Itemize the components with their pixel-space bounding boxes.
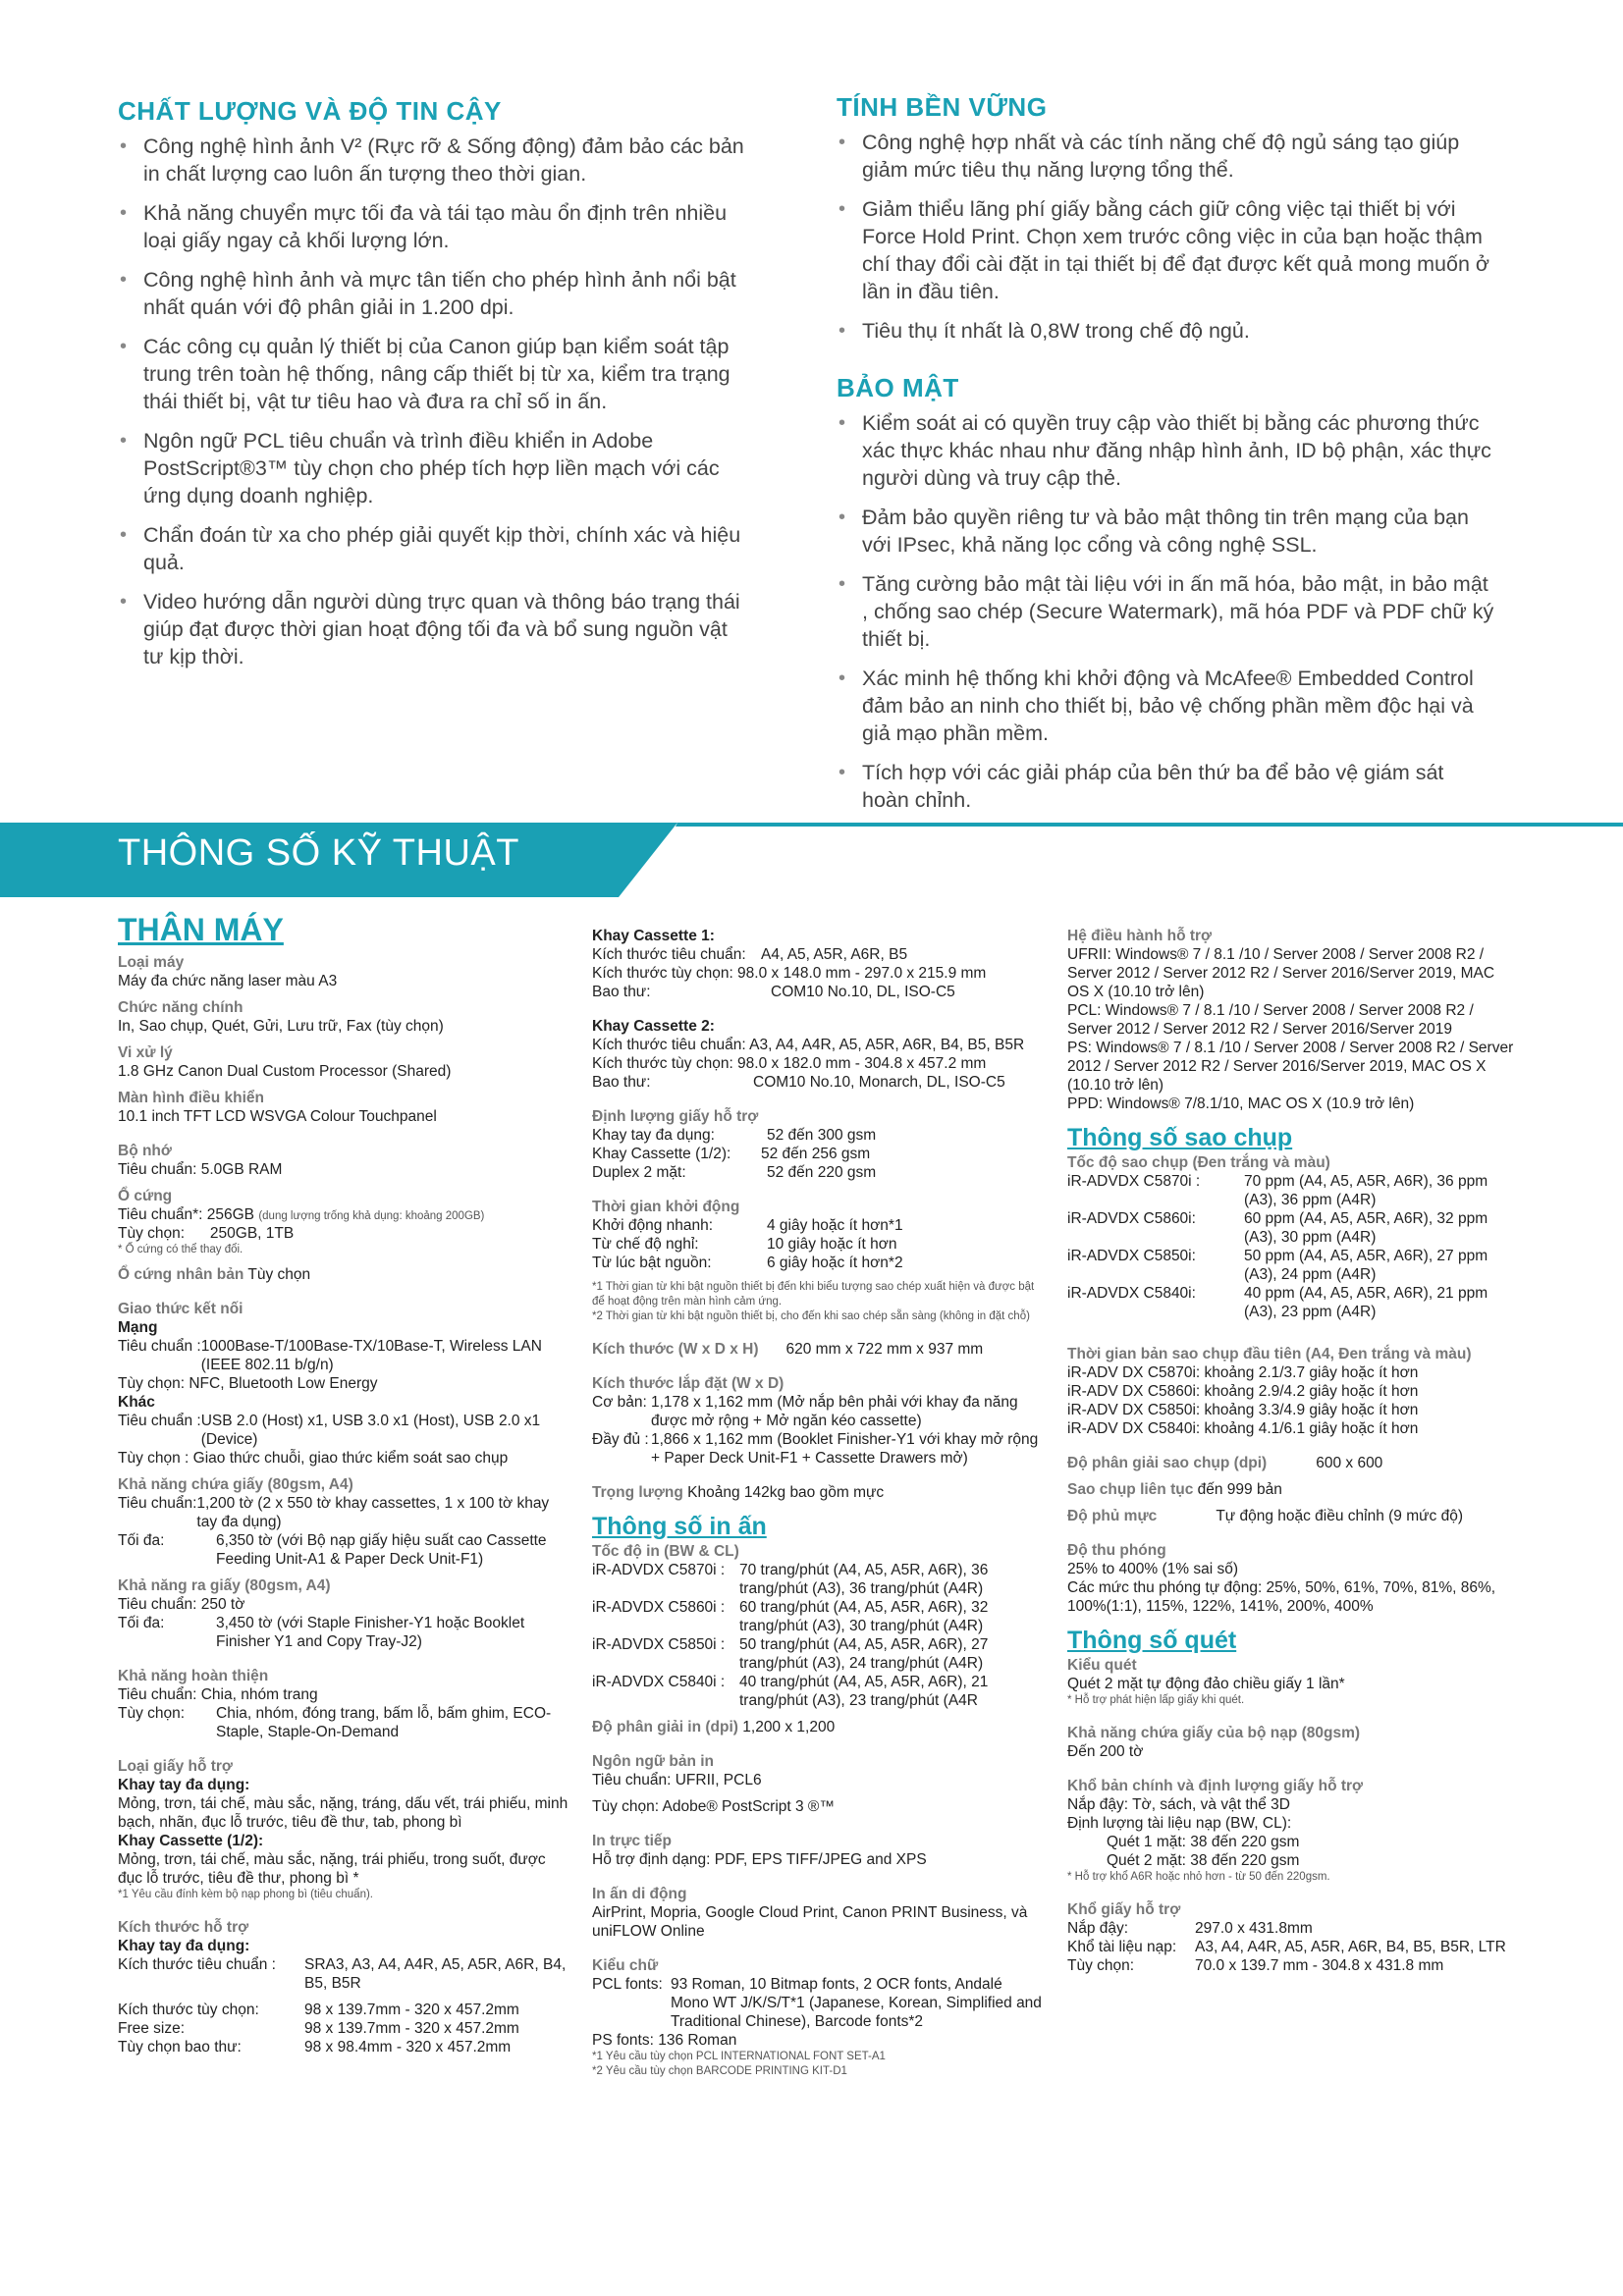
quality-bullet: • Ngôn ngữ PCL tiêu chuẩn và trình điều khiển in Adobe PostScript®3™ tùy chọn cho phép tích hợp liền mạch với các ứng dụng doanh nghiệp.	[118, 427, 746, 509]
security-bullet: • Tích hợp với các giải pháp của bên thứ ba để bảo vệ giám sát hoàn chỉnh.	[837, 759, 1494, 814]
label-paper-output: Khả năng ra giấy (80gsm, A4)	[118, 1577, 331, 1594]
security-list	[837, 409, 1494, 814]
weight-duplex: Duplex 2 mặt: 52 đến 220 gsm	[592, 1164, 877, 1181]
sizes-standard: Kích thước tiêu chuẩn : SRA3, A3, A4, A4R, A5, A5R, A6R, B4, B5, B5R	[118, 1956, 567, 1992]
warmup-note-2: *2 Thời gian từ khi bật nguồn thiết bị, cho đến khi sao chép sẵn sàng (không in đặt chỗ)	[592, 1310, 1030, 1322]
cassette-label: Khay Cassette (1/2):	[118, 1833, 264, 1849]
print-speed-row: iR-ADVDX C5840i : 40 trang/phút (A4, A5, A5R, A6R), 21 trang/phút (A3), 23 trang/phút (A4R	[592, 1674, 989, 1709]
platen-originals: Nắp đậy: Tờ, sách, và vật thể 3D	[1067, 1796, 1290, 1813]
security-bullet: • Xác minh hệ thống khi khởi động và McAfee® Embedded Control đảm bảo an ninh cho thiết bị, bảo vệ chống phần mềm độc hại và giả mạo phần mềm.	[837, 665, 1494, 747]
value-machine-type: Máy đa chức năng laser màu A3	[118, 973, 338, 989]
value-hdd-standard: Tiêu chuẩn*: 256GB (dung lượng trống khả dụng: khoảng 200GB)	[118, 1206, 485, 1223]
weight-cassette: Khay Cassette (1/2): 52 đến 256 gsm	[592, 1146, 871, 1162]
label-fcot: Thời gian bản sao chụp đầu tiên (A4, Đen trắng và màu)	[1067, 1346, 1472, 1362]
quality-bullet: • Công nghệ hình ảnh và mực tân tiến cho phép hình ảnh nổi bật nhất quán với độ phân giải in 1.200 dpi.	[118, 266, 746, 321]
spec-banner-title: THÔNG SỐ KỸ THUẬT	[118, 832, 519, 874]
quality-heading: CHẤT LƯỢNG VÀ ĐỘ TIN CẬY	[118, 96, 502, 126]
label-scan-sizes: Khổ giấy hỗ trợ	[1067, 1901, 1181, 1918]
copy-spec-heading: Thông số sao chụp	[1067, 1124, 1293, 1151]
quality-bullet: • Khả năng chuyển mực tối đa và tái tạo màu ổn định trên nhiều loại giấy ngay cả khối lượng lớn.	[118, 199, 746, 254]
other-label: Khác	[118, 1394, 155, 1411]
fcot-item: iR-ADV DX C5840i: khoảng 4.1/6.1 giây hoặc ít hơn	[1067, 1420, 1419, 1437]
zoom-range: 25% to 400% (1% sai số)	[1067, 1561, 1239, 1577]
label-functions: Chức năng chính	[118, 999, 243, 1016]
spec-column-1	[118, 912, 569, 2056]
sustain-heading: TÍNH BỀN VỮNG	[837, 92, 1048, 122]
print-speed-row: iR-ADVDX C5850i : 50 trang/phút (A4, A5, A5R, A6R), 27 trang/phút (A3), 24 trang/phút (A4R)	[592, 1636, 989, 1672]
security-bullet: • Đảm bảo quyền riêng tư và bảo mật thông tin trên mạng của bạn với IPsec, khả năng lọc cổng và công nghệ SSL.	[837, 504, 1494, 559]
feeder-capacity-value: Đến 200 tờ	[1067, 1743, 1144, 1760]
label-direct-print: In trực tiếp	[592, 1833, 672, 1849]
quality-bullet: • Video hướng dẫn người dùng trực quan và thông báo trạng thái giúp đạt được thời gian hoạt động tối đa và bổ sung nguồn vật tư kịp thời.	[118, 588, 746, 670]
fcot-item: iR-ADV DX C5860i: khoảng 2.9/4.2 giây hoặc ít hơn	[1067, 1383, 1419, 1400]
quality-list	[118, 133, 746, 670]
label-display: Màn hình điều khiển	[118, 1090, 264, 1106]
label-zoom: Độ thu phóng	[1067, 1542, 1166, 1559]
label-media-types: Loại giấy hỗ trợ	[118, 1758, 233, 1775]
quality-bullet: • Chẩn đoán từ xa cho phép giải quyết kịp thời, chính xác và hiệu quả.	[118, 521, 746, 576]
label-finishing: Khả năng hoàn thiện	[118, 1668, 269, 1684]
value-memory: Tiêu chuẩn: 5.0GB RAM	[118, 1161, 283, 1178]
label-memory: Bộ nhớ	[118, 1143, 172, 1159]
os-item: UFRII: Windows® 7 / 8.1 /10 / Server 2008 / Server 2008 R2 / Server 2012 / Server 2012 R2 / Server 2016/Server 2019, MAC OS X (10.10 trở lên)	[1067, 946, 1495, 1000]
copy-speed-list	[1067, 1172, 1519, 1321]
feeder-note: * Hỗ trợ khổ A6R hoặc nhỏ hơn - từ 50 đến 220gsm.	[1067, 1871, 1330, 1883]
fonts-note-1: *1 Yêu cầu tùy chọn PCL INTERNATIONAL FONT SET-A1	[592, 2051, 886, 2062]
scan-type-value: Quét 2 mặt tự động đảo chiều giấy 1 lần*	[1067, 1676, 1345, 1692]
cassette1-custom: Kích thước tùy chọn: 98.0 x 148.0 mm - 297.0 x 215.9 mm	[592, 965, 987, 982]
label-os: Hệ điều hành hỗ trợ	[1067, 928, 1213, 944]
install-full: Đầy đủ : 1,866 x 1,162 mm (Booklet Finisher-Y1 với khay mở rộng + Paper Deck Unit-F1 + Cassette Drawers mở)	[592, 1431, 1039, 1467]
ps-fonts: PS fonts: 136 Roman	[592, 2032, 737, 2049]
warmup-sleep: Từ chế độ nghỉ: 10 giây hoặc ít hơn	[592, 1236, 897, 1253]
copy-speed-row: iR-ADVDX C5850i: 50 ppm (A4, A5, A5R, A6R), 27 ppm (A3), 24 ppm (A4R)	[1067, 1248, 1488, 1283]
hdd-mirroring: Ổ cứng nhân bản Tùy chọn	[118, 1266, 311, 1283]
mp-tray-label: Khay tay đa dụng:	[118, 1777, 250, 1793]
sizes-free: Free size: 98 x 139.7mm - 320 x 457.2mm	[118, 2020, 519, 2037]
cassette2-custom: Kích thước tùy chọn: 98.0 x 182.0 mm - 304.8 x 457.2 mm	[592, 1055, 987, 1072]
value-display: 10.1 inch TFT LCD WSVGA Colour Touchpanel	[118, 1108, 437, 1125]
sustain-list	[837, 129, 1494, 345]
mp-tray-types: Mỏng, trơn, tái chế, màu sắc, nặng, tráng, dấu vết, trái phiếu, minh bạch, nhãn, đục lỗ trước, tiêu đề thư, tab, phong bì	[118, 1795, 568, 1831]
feeder-weight-1side: Quét 1 mặt: 38 đến 220 gsm	[1107, 1834, 1300, 1850]
mobile-print-value: AirPrint, Mopria, Google Cloud Print, Canon PRINT Business, và uniFLOW Online	[592, 1904, 1028, 1940]
paper-input-standard: Tiêu chuẩn: 1,200 tờ (2 x 550 tờ khay cassettes, 1 x 100 tờ khay tay đa dụng)	[118, 1495, 550, 1530]
os-item: PS: Windows® 7 / 8.1 /10 / Server 2008 / Server 2008 R2 / Server 2012 / Server 2012 R2 / Server 2016/Server 2019, MAC OS X (10.10 trở lên)	[1067, 1040, 1514, 1094]
network-standard: Tiêu chuẩn : 1000Base-T/100Base-TX/10Base-T, Wireless LAN (IEEE 802.11 b/g/n)	[118, 1338, 542, 1373]
copy-resolution: Độ phân giải sao chụp (dpi) 600 x 600	[1067, 1455, 1383, 1471]
cassette1-label: Khay Cassette 1:	[592, 928, 715, 944]
sustain-section	[837, 92, 1494, 356]
value-functions: In, Sao chụp, Quét, Gửi, Lưu trữ, Fax (tùy chọn)	[118, 1018, 444, 1035]
print-speed-row: iR-ADVDX C5870i : 70 trang/phút (A4, A5, A5R, A6R), 36 trang/phút (A3), 36 trang/phút (A4R)	[592, 1562, 989, 1597]
os-item: PCL: Windows® 7 / 8.1 /10 / Server 2008 / Server 2008 R2 / Server 2012 / Server 2012 R2 / Server 2016/Server 2019	[1067, 1002, 1474, 1038]
security-bullet: • Kiểm soát ai có quyền truy cập vào thiết bị bằng các phương thức xác thực khác nhau như đăng nhập hình ảnh, ID bộ phận, xác thực người dùng và truy cập thẻ.	[837, 409, 1494, 492]
quality-bullet: • Các công cụ quản lý thiết bị của Canon giúp bạn kiểm soát tập trung trên toàn hệ thống, nâng cấp thiết bị từ xa, kiểm tra trạng thái thiết bị, vật tư tiêu hao và đưa ra chỉ số in ấn.	[118, 333, 746, 415]
sustain-bullet: • Công nghệ hợp nhất và các tính năng chế độ ngủ sáng tạo giúp giảm mức tiêu thụ năng lượng tổng thể.	[837, 129, 1494, 184]
zoom-presets: Các mức thu phóng tự động: 25%, 50%, 61%, 70%, 81%, 86%, 100%(1:1), 115%, 122%, 141%, 200%, 400%	[1067, 1579, 1496, 1615]
print-spec-heading: Thông số in ấn	[592, 1513, 767, 1540]
label-interface: Giao thức kết nối	[118, 1301, 243, 1317]
print-speed-row: iR-ADVDX C5860i : 60 trang/phút (A4, A5, A5R, A6R), 32 trang/phút (A3), 30 trang/phút (A4R)	[592, 1599, 989, 1634]
sizes-envelope: Tùy chọn bao thư: 98 x 98.4mm - 320 x 457.2mm	[118, 2039, 512, 2056]
body-heading: THÂN MÁY	[118, 912, 284, 947]
sizes-mp-tray-label: Khay tay đa dụng:	[118, 1938, 250, 1954]
label-warmup: Thời gian khởi động	[592, 1199, 740, 1215]
scan-size-feeder: Khổ tài liệu nạp: A3, A4, A4R, A5, A5R, A6R, B4, B5, B5R, LTR	[1067, 1939, 1506, 1955]
other-option: Tùy chọn : Giao thức chuỗi, giao thức kiểm soát sao chụp	[118, 1450, 509, 1467]
network-option: Tùy chọn: NFC, Bluetooth Low Energy	[118, 1375, 378, 1392]
warmup-power: Từ lúc bật nguồn: 6 giây hoặc ít hơn*2	[592, 1255, 903, 1271]
quality-bullet: • Công nghệ hình ảnh V² (Rực rỡ & Sống động) đảm bảo các bản in chất lượng cao luôn ấn tượng theo thời gian.	[118, 133, 746, 187]
hdd-note: * Ổ cứng có thể thay đổi.	[118, 1244, 243, 1255]
paper-output-standard: Tiêu chuẩn: 250 tờ	[118, 1596, 245, 1613]
quality-section	[118, 96, 746, 682]
copy-speed-row: iR-ADVDX C5860i: 60 ppm (A4, A5, A5R, A6R), 32 ppm (A3), 30 ppm (A4R)	[1067, 1210, 1488, 1246]
scan-size-platen: Nắp đậy: 297.0 x 431.8mm	[1067, 1920, 1313, 1937]
label-original-sizes: Khổ bản chính và định lượng giấy hỗ trợ	[1067, 1778, 1364, 1794]
network-label: Mạng	[118, 1319, 158, 1336]
scan-spec-heading: Thông số quét	[1067, 1627, 1237, 1654]
fcot-item: iR-ADV DX C5870i: khoảng 2.1/3.7 giây hoặc ít hơn	[1067, 1364, 1419, 1381]
warmup-note-1: *1 Thời gian từ khi bật nguồn thiết bị đến khi biểu tượng sao chép xuất hiện và được bật để hoạt động trên màn hình cảm ứng.	[592, 1281, 1035, 1308]
label-mobile-print: In ấn di động	[592, 1886, 687, 1902]
fonts-note-2: *2 Yêu cầu tùy chọn BARCODE PRINTING KIT-D1	[592, 2065, 847, 2077]
cassette1-standard: Kích thước tiêu chuẩn: A4, A5, A5R, A6R, B5	[592, 946, 908, 963]
label-paper-input: Khả năng chứa giấy (80gsm, A4)	[118, 1476, 353, 1493]
label-weights: Định lượng giấy hỗ trợ	[592, 1108, 759, 1125]
label-fonts: Kiểu chữ	[592, 1957, 659, 1974]
label-hdd: Ổ cứng	[118, 1188, 173, 1204]
label-machine-type: Loại máy	[118, 954, 185, 971]
copy-density: Độ phủ mực Tự động hoặc điều chỉnh (9 mức độ)	[1067, 1508, 1463, 1524]
print-speed-list	[592, 1561, 1044, 1710]
feeder-weight-2side: Quét 2 mặt: 38 đến 220 gsm	[1107, 1852, 1300, 1869]
paper-input-max: Tối đa: 6,350 tờ (với Bộ nạp giấy hiệu suất cao Cassette Feeding Unit-A1 & Paper Deck Unit-F1)	[118, 1532, 547, 1568]
pcl-fonts: PCL fonts: 93 Roman, 10 Bitmap fonts, 2 OCR fonts, Andalé Mono WT J/K/S/T*1 (Japanese, Korean, Simplified and Traditional Chinese), Barcode fonts*2	[592, 1976, 1042, 2030]
label-processor: Vi xử lý	[118, 1044, 173, 1061]
print-resolution: Độ phân giải in (dpi) 1,200 x 1,200	[592, 1719, 836, 1735]
finishing-option: Tùy chọn: Chia, nhóm, đóng trang, bấm lỗ, bấm ghim, ECO-Staple, Staple-On-Demand	[118, 1705, 552, 1740]
value-processor: 1.8 GHz Canon Dual Custom Processor (Shared)	[118, 1063, 452, 1080]
install-basic: Cơ bản: 1,178 x 1,162 mm (Mở nắp bên phải với khay đa năng được mở rộng + Mở ngăn kéo cassette)	[592, 1394, 1018, 1429]
copy-speed-row: iR-ADVDX C5840i: 40 ppm (A4, A5, A5R, A6R), 21 ppm (A3), 23 ppm (A4R)	[1067, 1285, 1488, 1320]
cassette2-standard: Kích thước tiêu chuẩn: A3, A4, A4R, A5, A5R, A6R, B4, B5, B5R	[592, 1037, 1025, 1053]
paper-output-max: Tối đa: 3,450 tờ (với Staple Finisher-Y1 hoặc Booklet Finisher Y1 and Copy Tray-J2)	[118, 1615, 525, 1650]
security-bullet: • Tăng cường bảo mật tài liệu với in ấn mã hóa, bảo mật, in bảo mật , chống sao chép (Secure Watermark), mã hóa PDF và PDF chữ ký thiết bị.	[837, 570, 1494, 653]
os-list	[1067, 945, 1519, 1113]
label-feeder-capacity: Khả năng chứa giấy của bộ nạp (80gsm)	[1067, 1725, 1361, 1741]
weight-mp: Khay tay đa dụng: 52 đến 300 gsm	[592, 1127, 877, 1144]
finishing-standard: Tiêu chuẩn: Chia, nhóm trang	[118, 1686, 318, 1703]
weight: Trọng lượng Khoảng 142kg bao gồm mực	[592, 1484, 885, 1501]
spec-column-3	[1067, 927, 1519, 1975]
cassette1-envelope: Bao thư: COM10 No.10, DL, ISO-C5	[592, 984, 955, 1000]
scan-type-note: * Hỗ trợ phát hiện lấp giấy khi quét.	[1067, 1694, 1245, 1706]
os-item: PPD: Windows® 7/8.1/10, MAC OS X (10.9 trở lên)	[1067, 1095, 1415, 1112]
label-pdl: Ngôn ngữ bản in	[592, 1753, 715, 1770]
label-print-speed: Tốc độ in (BW & CL)	[592, 1543, 739, 1560]
label-copy-speed: Tốc độ sao chụp (Đen trắng và màu)	[1067, 1154, 1330, 1171]
pdl-standard: Tiêu chuẩn: UFRII, PCL6	[592, 1772, 762, 1789]
security-section	[837, 373, 1494, 826]
spec-column-2	[592, 927, 1044, 2079]
fcot-list	[1067, 1363, 1519, 1438]
sizes-custom: Kích thước tùy chọn: 98 x 139.7mm - 320 x 457.2mm	[118, 2002, 519, 2018]
label-install-space: Kích thước lắp đặt (W x D)	[592, 1375, 784, 1392]
security-heading: BẢO MẬT	[837, 373, 959, 402]
fcot-item: iR-ADV DX C5850i: khoảng 3.3/4.9 giây hoặc ít hơn	[1067, 1402, 1419, 1418]
other-standard: Tiêu chuẩn : USB 2.0 (Host) x1, USB 3.0 x1 (Host), USB 2.0 x1 (Device)	[118, 1413, 541, 1448]
cassette2-label: Khay Cassette 2:	[592, 1018, 715, 1035]
cassette-types: Mỏng, trơn, tái chế, màu sắc, nặng, trái phiếu, trong suốt, được đục lỗ trước, tiêu đề thư, phong bì *	[118, 1851, 546, 1887]
sustain-bullet: • Giảm thiểu lãng phí giấy bằng cách giữ công việc tại thiết bị với Force Hold Print. Chọn xem trước công việc in của bạn hoặc thậm chí thay đổi cài đặt in tại thiết bị để đạt được kết quả mong muốn ở lần in đầu tiên.	[837, 195, 1494, 305]
cassette-note: *1 Yêu cầu đính kèm bộ nạp phong bì (tiêu chuẩn).	[118, 1889, 374, 1900]
warmup-quick: Khởi động nhanh: 4 giây hoặc ít hơn*1	[592, 1217, 903, 1234]
continuous-copy: Sao chụp liên tục đến 999 bản	[1067, 1481, 1282, 1498]
cassette2-envelope: Bao thư: COM10 No.10, Monarch, DL, ISO-C5	[592, 1074, 1005, 1091]
copy-speed-row: iR-ADVDX C5870i : 70 ppm (A4, A5, A5R, A6R), 36 ppm (A3), 36 ppm (A4R)	[1067, 1173, 1488, 1208]
scan-size-option: Tùy chọn: 70.0 x 139.7 mm - 304.8 x 431.8 mm	[1067, 1957, 1444, 1974]
dimensions: Kích thước (W x D x H) 620 mm x 722 mm x 937 mm	[592, 1341, 984, 1358]
pdl-option: Tùy chọn: Adobe® PostScript 3 ®™	[592, 1798, 835, 1815]
label-scan-type: Kiểu quét	[1067, 1657, 1137, 1674]
sustain-bullet: • Tiêu thụ ít nhất là 0,8W trong chế độ ngủ.	[837, 317, 1494, 345]
label-media-sizes: Kích thước hỗ trợ	[118, 1919, 249, 1936]
feeder-weights-label: Định lượng tài liệu nạp (BW, CL):	[1067, 1815, 1292, 1832]
value-hdd-option: Tùy chọn: 250GB, 1TB	[118, 1225, 295, 1242]
direct-print-value: Hỗ trợ định dạng: PDF, EPS TIFF/JPEG and XPS	[592, 1851, 927, 1868]
